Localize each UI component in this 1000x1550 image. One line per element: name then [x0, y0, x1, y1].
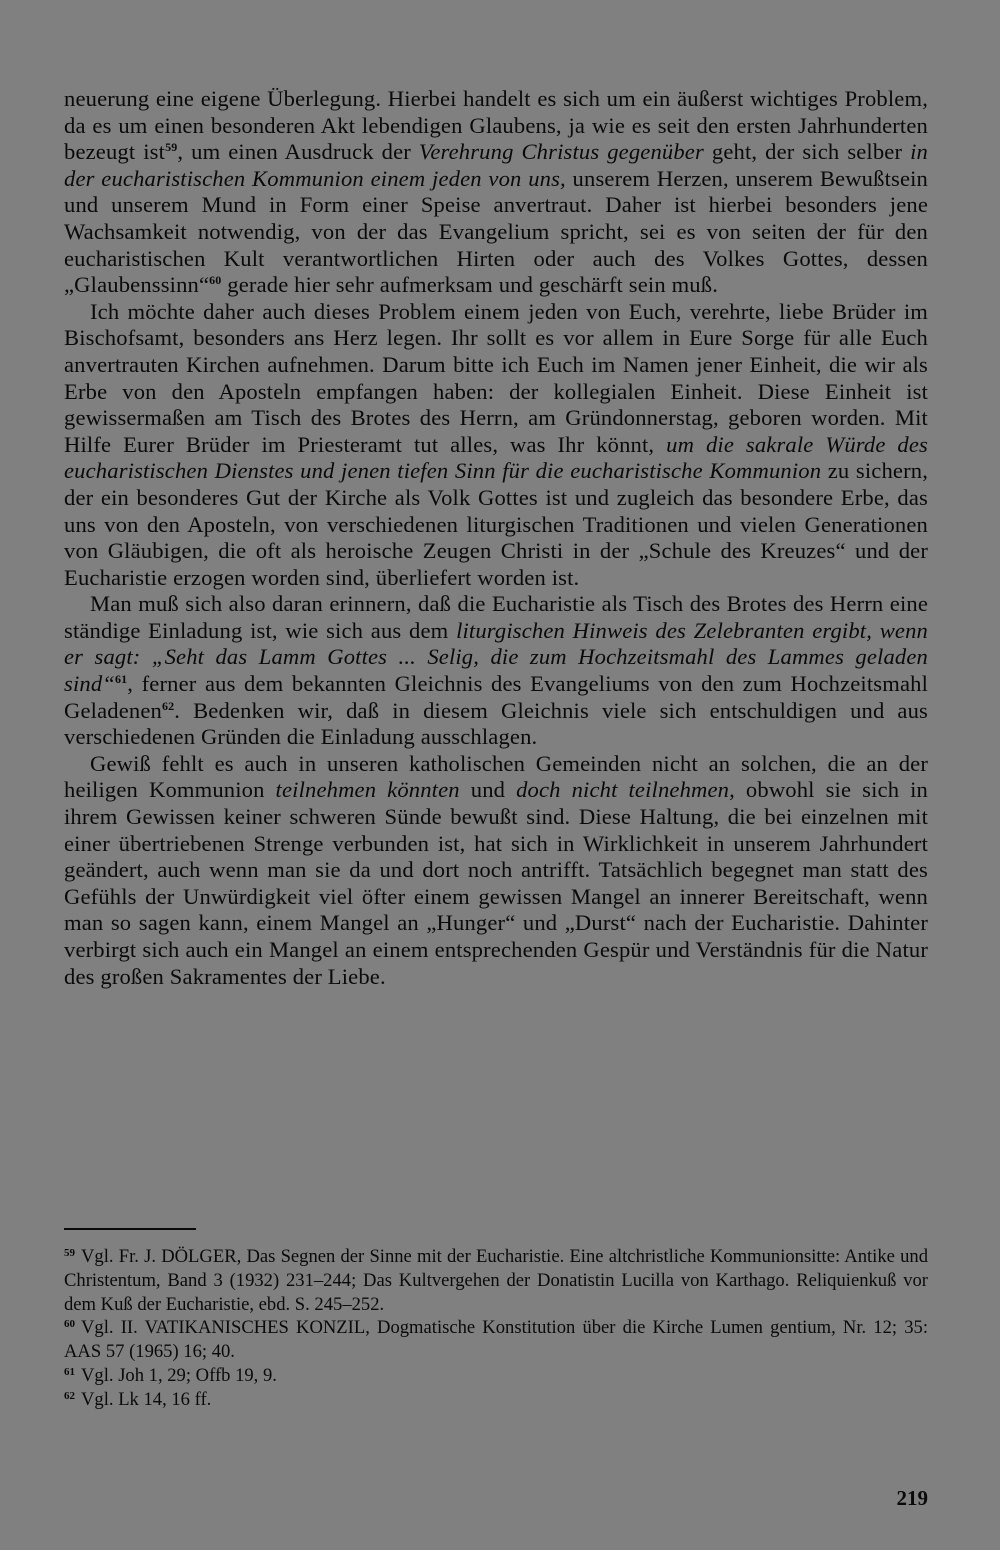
footnote-text: Vgl. Joh 1, 29; Offb 19, 9. [81, 1364, 277, 1386]
footnote-text: Vgl. II. VATIKANISCHES KONZIL, Dogmatische Konstitution über die Kirche Lumen gentium, Nr. 12; 35: AAS 57 (1965) 16; 40. [64, 1317, 928, 1363]
body-paragraph [64, 299, 928, 592]
body-paragraph [64, 86, 928, 299]
italic-text: in der eucharistischen Kommunion einem jeden von uns, [64, 139, 928, 191]
body-paragraph [64, 751, 928, 990]
footnote [64, 1364, 928, 1388]
text-run: obwohl sie sich in ihrem Gewissen keiner schweren Sünde bewußt sind. Diese Haltung, die bei einzelnen mit einer übertriebenen Strenge verbunden ist, hat sich in Wirklichkeit in unserem Jahrhundert geändert, auch wenn man sie da und dort noch antrifft. Tatsächlich begegnet man statt des Gefühls der Unwürdigkeit viel öfter einem gewissen Mangel an innerer Bereitschaft, wenn man so sagen kann, einem Mangel an „Hunger“ und „Durst“ nach der Eucharistie. Dahinter verbirgt sich auch ein Mangel an einem entsprechenden Gespür und Verständnis für die Natur des großen Sakramentes der Liebe. [64, 777, 929, 989]
footnote-number: 60 [64, 1318, 75, 1331]
main-text [64, 86, 928, 990]
footnote [64, 1388, 928, 1412]
footnote [64, 1245, 928, 1316]
italic-text: teilnehmen könnten [275, 777, 460, 803]
text-run: zu sichern, der ein besonderes Gut der Kirche als Volk Gottes ist und zugleich das besondere Erbe, das uns von den Aposteln, von verschiedenen liturgischen Traditionen und vielen Generationen von Gläubigen, die oft als heroische Zeugen Christi in der „Schule des Kreuzes“ und der Eucharistie erzogen worden sind, überliefert worden ist. [64, 458, 928, 590]
footnote-text: Vgl. Lk 14, 16 ff. [81, 1388, 212, 1410]
footnote-number: 61 [64, 1365, 75, 1378]
text-run: Gewiß fehlt es auch in unseren katholischen Gemeinden nicht an solchen, die an der heiligen Kommunion [64, 750, 928, 803]
footnote-reference: 61 [114, 672, 128, 687]
italic-text: doch nicht teilnehmen, [516, 777, 735, 803]
text-run: , um einen Ausdruck der [177, 139, 419, 165]
text-run: gerade hier sehr aufmerksam und geschärft sein muß. [221, 272, 718, 298]
footnote-reference: 59 [165, 140, 178, 155]
text-run: unserem Herzen, unserem Bewußtsein und unserem Mund in Form einer Speise anvertraut. Daher ist hierbei besonders jene Wachsamkeit notwendig, von der das Evangelium spricht, sei es von seiten der für den eucharistischen Kult verantwortlichen Hirten oder auch des Volkes Gottes, dessen „Glaubenssinn“ [64, 165, 929, 298]
footnote-number: 59 [64, 1247, 75, 1259]
italic-text: liturgischen Hinweis des Zelebranten ergibt, wenn er sagt: „Seht das Lamm Gottes ... Selig, die zum Hochzeitsmahl des Lammes geladen sind“ [64, 617, 928, 697]
page-number: 219 [896, 1486, 928, 1510]
italic-text: Verehrung Christus gegenüber [418, 139, 704, 165]
text-run: geht, der sich selber [703, 139, 911, 165]
italic-text: um die sakrale Würde des eucharistischen Dienstes und jenen tiefen Sinn für die eucharistische Kommunion [64, 431, 929, 484]
text-run: und [459, 777, 517, 803]
footnote [64, 1316, 928, 1364]
text-run: Man muß sich also daran erinnern, daß die Eucharistie als Tisch des Brotes des Herrn eine ständige Einladung ist, wie sich aus dem [64, 591, 928, 643]
footnote-reference: 62 [161, 698, 175, 713]
footnote-separator [64, 1228, 196, 1230]
footnote-reference: 60 [209, 273, 222, 288]
text-run: neuerung eine eigene Überlegung. Hierbei handelt es sich um ein äußerst wichtiges Problem, da es um einen besonderen Akt lebendigen Glaubens, ja wie es seit den ersten Jahrhunderten bezeugt ist [64, 86, 928, 165]
body-paragraph [64, 591, 928, 751]
text-run: Ich möchte daher auch dieses Problem einem jeden von Euch, verehrte, liebe Brüder im Bischofsamt, besonders ans Herz legen. Ihr sollt es vor allem in Eure Sorge für alle Euch anvertrauten Kirchen aufnehmen. Darum bitte ich Euch im Namen jener Einheit, die wir als Erbe von den Aposteln empfangen haben: der kollegialen Einheit. Diese Einheit ist gewissermaßen am Tisch des Brotes des Herrn, am Gründonnerstag, geboren worden. Mit Hilfe Eurer Brüder im Priesteramt tut alles, was Ihr könnt, [64, 298, 928, 457]
footnote-number: 62 [64, 1389, 75, 1402]
footnotes [64, 1245, 928, 1412]
text-run: , ferner aus dem bekannten Gleichnis des Evangeliums von den zum Hochzeitsmahl Geladenen [64, 671, 928, 723]
text-run: . Bedenken wir, daß in diesem Gleichnis viele sich entschuldigen und aus verschiedenen Gründen die Einladung ausschlagen. [64, 697, 928, 750]
footnote-text: Vgl. Fr. J. DÖLGER, Das Segnen der Sinne mit der Eucharistie. Eine altchristliche Kommunionsitte: Antike und Christentum, Band 3 (1932) 231–244; Das Kultvergehen der Donatistin Lucilla von Karthago. Reliquienkuß vor dem Kuß der Eucharistie, ebd. S. 245–252. [64, 1246, 928, 1315]
